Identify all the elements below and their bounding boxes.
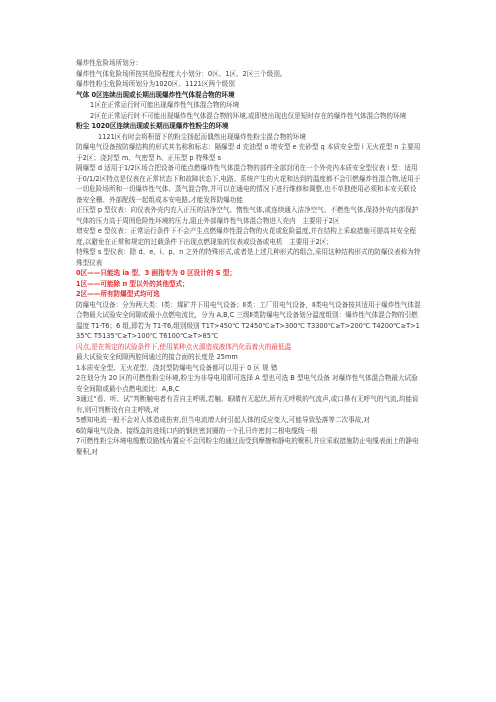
document-paragraph: 最大试验安全间隙两腔间通过的接合面的长度是 25mm <box>76 353 238 361</box>
document-paragraph: 2在划分为 20 区的可燃性粉尘环境,粉尘为非导电用即可选择 A 型也可选 B 型电气设备 对爆炸性气体混合物最大试验安全间隙或最小点燃电流比：A,B,C <box>76 374 418 393</box>
document-paragraph: 正压型 p 型仪表：向仪表外壳内充入正压的洁净空气、惰性气体,或连续通入洁净空气、不燃性气体,保持外壳内部保护气体的压力高于周围危险性环境的压力,阻止外部爆炸性气体混合物进入壳内 主要用于2区 <box>76 206 419 225</box>
document-paragraph: 气体 0区连续出现或长期出现爆炸性气体混合物的环境 <box>76 90 235 99</box>
document-paragraph: 1区——可能除 n 型以外的其他型式； <box>76 279 189 288</box>
document-paragraph: 3通过“看、听、试”判断触电者有否自主呼吸,若触、眼睛有无起伏,所有无呼吸的气流声,或口鼻有无呼气的气流,均能说有,则可判断没有自主呼吸,对 <box>76 395 419 414</box>
document-paragraph: 特殊型 s 型仪表：除 d、e、i、p、n 之外的特殊形式,或者是上述几种形式的组合,采用这种结构形式的防爆仪表称为特殊型仪表 <box>76 248 421 267</box>
document-paragraph: 2区——所有防爆型式均可选 <box>76 290 160 298</box>
document-paragraph: 爆炸性危险场所划分： <box>76 59 142 67</box>
document-paragraph: 1本质安全型、无火花型、浇封型防爆电气设备都可以用于 0 区 规 错 <box>76 363 278 372</box>
document-body <box>76 58 422 457</box>
document-paragraph: 隔爆型 d 适用于1/2区场合把设备可能点燃爆炸性气体混合物的部件全部封闭在一个外壳内本质安全型仪表 i 型：适用于0/1/2区特点是仅表在正常状态下和故障状态下,电路、系统产生的火花和达到的温度都不会引燃爆炸性混合物,适用于一切危险场所和一切爆炸性气体、蒸气混合物,并可以在通电的情况下进行维修和调整,也不单独使用必须和本安关联设备安全栅、外部配线一起组成本安电路,才能发挥防爆功能 <box>76 164 421 204</box>
document-paragraph: 粉尘 1020区连续出现或长期出现爆炸性粉尘的环境 <box>76 122 229 130</box>
document-paragraph: 1区在正常运行时可能出现爆炸性气体混合物的环境 <box>90 101 240 109</box>
document-paragraph: 爆炸性气体危险场所按其危险程度大小划分：0区、1区、2区三个级别。 <box>76 69 287 78</box>
document-paragraph: 防爆电气设备：分为两大类：Ⅰ类：煤矿井下用电气设备；Ⅱ类：工厂用电气设备，Ⅱ类电气设备按其适用于爆炸性气体混合物最大试验安全间隙或最小点燃电流比，分为 A,B,C 三级Ⅱ类防爆电气设备划分温度组别：爆炸性气体混合物的引燃温度 T1-T6；6 组,即若为 T1-T6,组别级别 T1T>450℃ T2450℃≥T>300℃ T3300℃≥T>200℃ T4200℃≥T>135℃ T5135℃≥T>100℃ T6100℃≥T>85℃ <box>76 300 421 340</box>
document-paragraph: 闪点,是在规定的试验条件下,使用某种点火源造成液体汽化而着火的最低温 <box>76 342 292 351</box>
document-paragraph: 5感知电流一般不会对人体造成伤害,但当电流增大时引起人体的反应变大,可能导致坠落等二次事故,对 <box>76 416 371 424</box>
document-paragraph: 防爆电气设备按防爆结构的形式其名称和标志：隔爆型 d 充油型 o 增安型 e 充砂型 q 本质安全型 i 无火花型 n 主要用于2区；浇封型 m、气密型 h、正压型 p 特殊型 s <box>76 143 421 162</box>
document-paragraph: 2区在正常运行时不可能出现爆炸性气体混合物的环境,或即使出现也仅是短时存在的爆炸性气体混合物的环境 <box>90 111 407 120</box>
document-paragraph: 7可燃性粉尘环境电缆敷设路线布置应不会因粉尘的通过而受到摩擦和静电的聚积,并应采取措施防止电缆表面上的静电聚积,对 <box>76 437 419 456</box>
document-paragraph: 6防爆电气设备、接线盒的进线口内的钢丝密封圈的一个孔只许密封二根电缆线一根 <box>76 426 318 435</box>
document-paragraph: 0区——只能选 ia 型、3 画指专为 0 区设计的 S 型； <box>76 269 236 277</box>
document-paragraph: 1121区有时会将积留下的粉尘扬起而偶然出现爆炸性粉尘混合物的环境 <box>98 132 306 141</box>
document-paragraph: 爆炸性粉尘危险场所划分为1020区、1121区两个级别 <box>76 80 235 88</box>
document-paragraph: 增安型 e 型仪表：正常运行条件下不会产生点燃爆炸性混合物的火花或危险温度,并在结构上采取措施可提高其安全程度,以避免在正常和规定的过载条件下出现点燃现象的仪表或设备或电机 主要用于2区； <box>76 227 417 246</box>
